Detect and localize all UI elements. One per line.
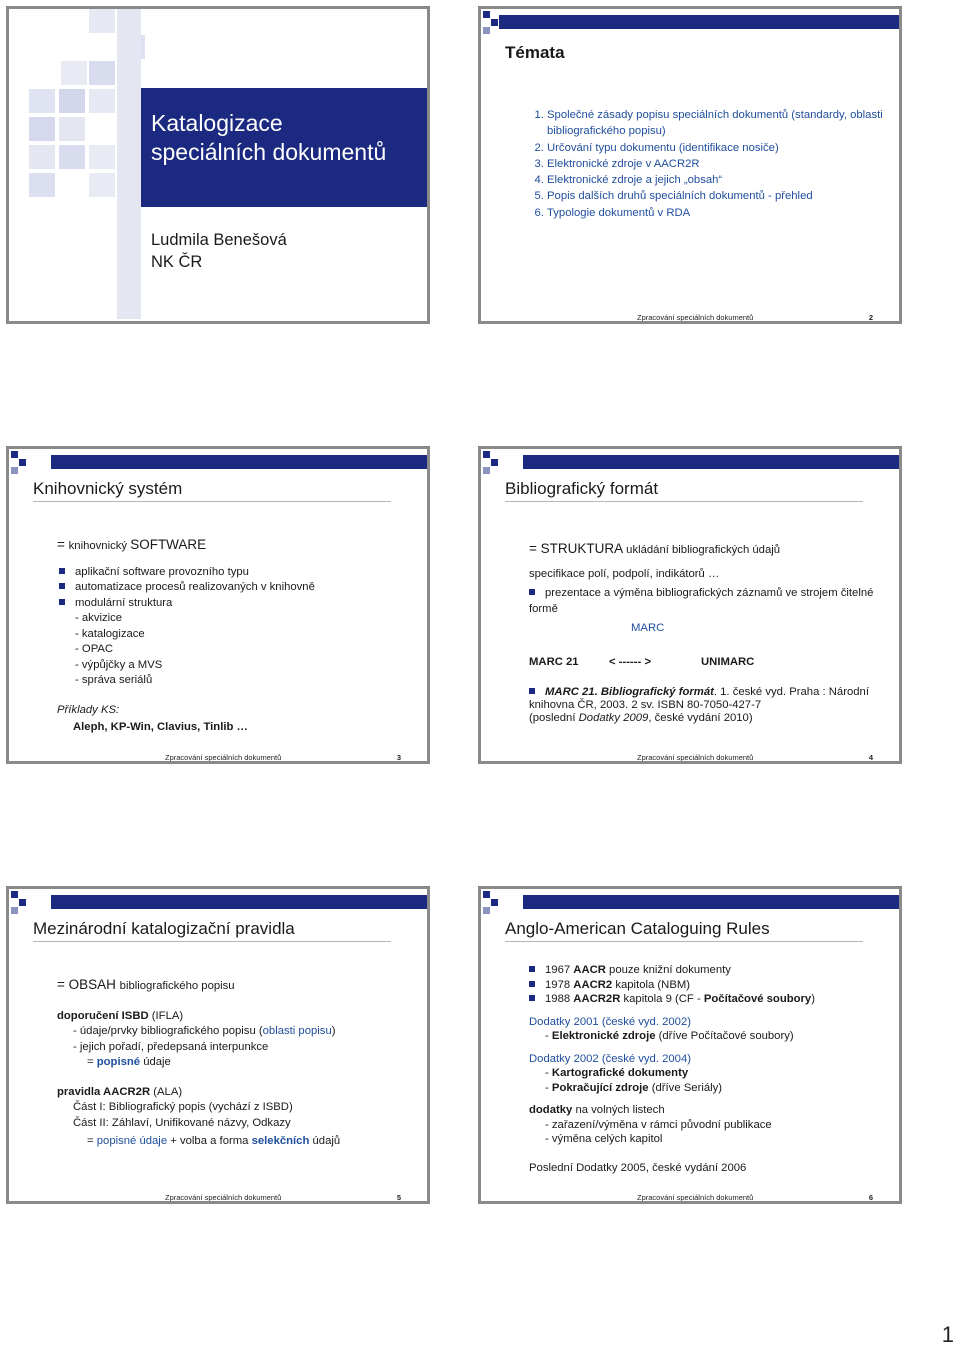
slide-number: 6: [868, 1193, 873, 1202]
list-item: 2. Určování typu dokumentu (identifikace nosiče): [547, 140, 883, 156]
list-item: - akvizice: [75, 612, 123, 624]
header-bar: [523, 455, 899, 469]
list-item: - Pokračující zdroje (dříve Seriály): [545, 1081, 723, 1094]
list-item: 1978 AACR2 kapitola (NBM): [529, 978, 883, 993]
slide-body: [529, 541, 883, 725]
last-edition-line: Poslední Dodatky 2005, české vydání 2006: [529, 1161, 747, 1174]
author-org: NK ČR: [151, 253, 203, 271]
header-bar: [51, 895, 427, 909]
title-line-1: Katalogizace: [151, 110, 283, 136]
slide-4: [478, 446, 902, 764]
list-item: = popisné údaje: [87, 1056, 171, 1068]
reference-item: MARC 21. Bibliografický formát. 1. české vyd. Praha : Národní knihovna ČR, 2003. 2 sv. ISBN 80-7050-427-7 (poslední Dodatky 2009, české vydání 2010): [529, 686, 869, 724]
header-bar: [51, 455, 427, 469]
list-item: - jejich pořadí, předepsaná interpunkce: [73, 1040, 269, 1053]
sub-list: [59, 611, 411, 689]
aacr-line: pravidla AACR2R (ALA): [57, 1085, 183, 1098]
slide-1: [6, 6, 430, 324]
bullet-icon: [59, 599, 65, 605]
author-block: [151, 229, 287, 273]
list-item: - Kartografické dokumenty: [545, 1067, 689, 1079]
lead-line: = OBSAH bibliografického popisu: [57, 977, 235, 992]
slide-title: Témata: [505, 43, 565, 62]
slide-title: Knihovnický systém: [33, 479, 391, 502]
isbd-line: doporučení ISBD (IFLA): [57, 1009, 184, 1022]
slide-number: 4: [868, 753, 873, 762]
list-item: 5. Popis dalších druhů speciálních dokumentů - přehled: [547, 188, 883, 204]
slide-body: [529, 963, 883, 1175]
decorative-bar: [117, 9, 141, 319]
list-item: - Elektronické zdroje (dříve Počítačové soubory): [545, 1030, 794, 1042]
list-item: automatizace procesů realizovaných v knihovně: [59, 580, 411, 596]
footer-text: Zpracování speciálních dokumentů: [165, 753, 282, 762]
list-item: aplikační software provozního typu: [59, 565, 411, 581]
header-bar: [499, 15, 899, 29]
footer-text: Zpracování speciálních dokumentů: [637, 1193, 754, 1202]
list-item: 1. Společné zásady popisu speciálních dokumentů (standardy, oblasti bibliografického popisu): [547, 107, 883, 140]
list-item: - správa seriálů: [75, 674, 153, 686]
presentation-title: [151, 109, 386, 167]
footer-text: Zpracování speciálních dokumentů: [637, 313, 754, 322]
slide-5: [6, 886, 430, 1204]
slide-number: 2: [868, 313, 873, 322]
list-item: 4. Elektronické zdroje a jejich „obsah“: [547, 172, 883, 188]
slide-title: Mezinárodní katalogizační pravidla: [33, 919, 391, 942]
footer-text: Zpracování speciálních dokumentů: [637, 753, 754, 762]
lead-line: = STRUKTURA ukládání bibliografických údajů: [529, 541, 781, 556]
bullet-icon: [59, 583, 65, 589]
header-bar: [523, 895, 899, 909]
footer-text: Zpracování speciálních dokumentů: [165, 1193, 282, 1202]
list-item: modulární struktura: [59, 596, 411, 612]
list-item: Část I: Bibliografický popis (vychází z ISBD): [73, 1101, 293, 1113]
examples-label: Příklady KS:: [57, 703, 120, 716]
dodatky-2001: Dodatky 2001 (české vyd. 2002): [529, 1015, 692, 1028]
lead-line: = knihovnický SOFTWARE: [57, 537, 207, 552]
list-item: 1967 AACR pouze knižní dokumenty: [529, 963, 883, 978]
list-item: - výpůjčky a MVS: [75, 658, 163, 671]
bullet-icon: [529, 966, 535, 972]
author-name: Ludmila Benešová: [151, 231, 287, 249]
examples-text: Aleph, KP-Win, Clavius, Tinlib …: [73, 721, 248, 733]
dodatky-2002: Dodatky 2002 (české vyd. 2004): [529, 1052, 692, 1065]
slide-body: [57, 537, 411, 736]
topics-list: [529, 107, 883, 221]
list-item: prezentace a výměna bibliografických záznamů ve strojem čitelné formě: [529, 587, 874, 615]
bullet-icon: [529, 981, 535, 987]
list-item: 3. Elektronické zdroje v AACR2R: [547, 156, 883, 172]
page-number: 1: [941, 1322, 954, 1347]
slide-number: 5: [396, 1193, 401, 1202]
list-item: - katalogizace: [75, 627, 145, 640]
format-comparison: MARC 21 < ------ > UNIMARC: [529, 655, 755, 668]
title-line-2: speciálních dokumentů: [151, 139, 387, 165]
bullet-icon: [59, 568, 65, 574]
bullet-icon: [529, 688, 535, 694]
list-item: - OPAC: [75, 643, 114, 655]
slide-body: [57, 977, 411, 1150]
slide-6: [478, 886, 902, 1204]
slide-number: 3: [396, 753, 401, 762]
bullet-icon: [529, 589, 535, 595]
list-item: 1988 AACR2R kapitola 9 (CF - Počítačové soubory): [529, 992, 883, 1007]
list-item: Část II: Záhlaví, Unifikované názvy, Odkazy: [73, 1116, 291, 1129]
slide-title: Bibliografický formát: [505, 479, 863, 502]
spec-line: specifikace polí, podpolí, indikátorů …: [529, 567, 720, 580]
list-item: - údaje/prvky bibliografického popisu (oblasti popisu): [73, 1025, 336, 1037]
marc-label: MARC: [631, 622, 665, 634]
slide-3: [6, 446, 430, 764]
list-item: - výměna celých kapitol: [545, 1133, 663, 1145]
loose-leaf-line: dodatky na volných listech: [529, 1104, 665, 1116]
slide-2: [478, 6, 902, 324]
list-item: - zařazení/výměna v rámci původní publikace: [545, 1118, 772, 1131]
summary-line: = popisné údaje + volba a forma selekčních údajů: [87, 1135, 341, 1147]
bullet-list: [59, 565, 411, 689]
bullet-icon: [529, 995, 535, 1001]
list-item: 6. Typologie dokumentů v RDA: [547, 205, 883, 221]
slide-title: Anglo-American Cataloguing Rules: [505, 919, 863, 942]
